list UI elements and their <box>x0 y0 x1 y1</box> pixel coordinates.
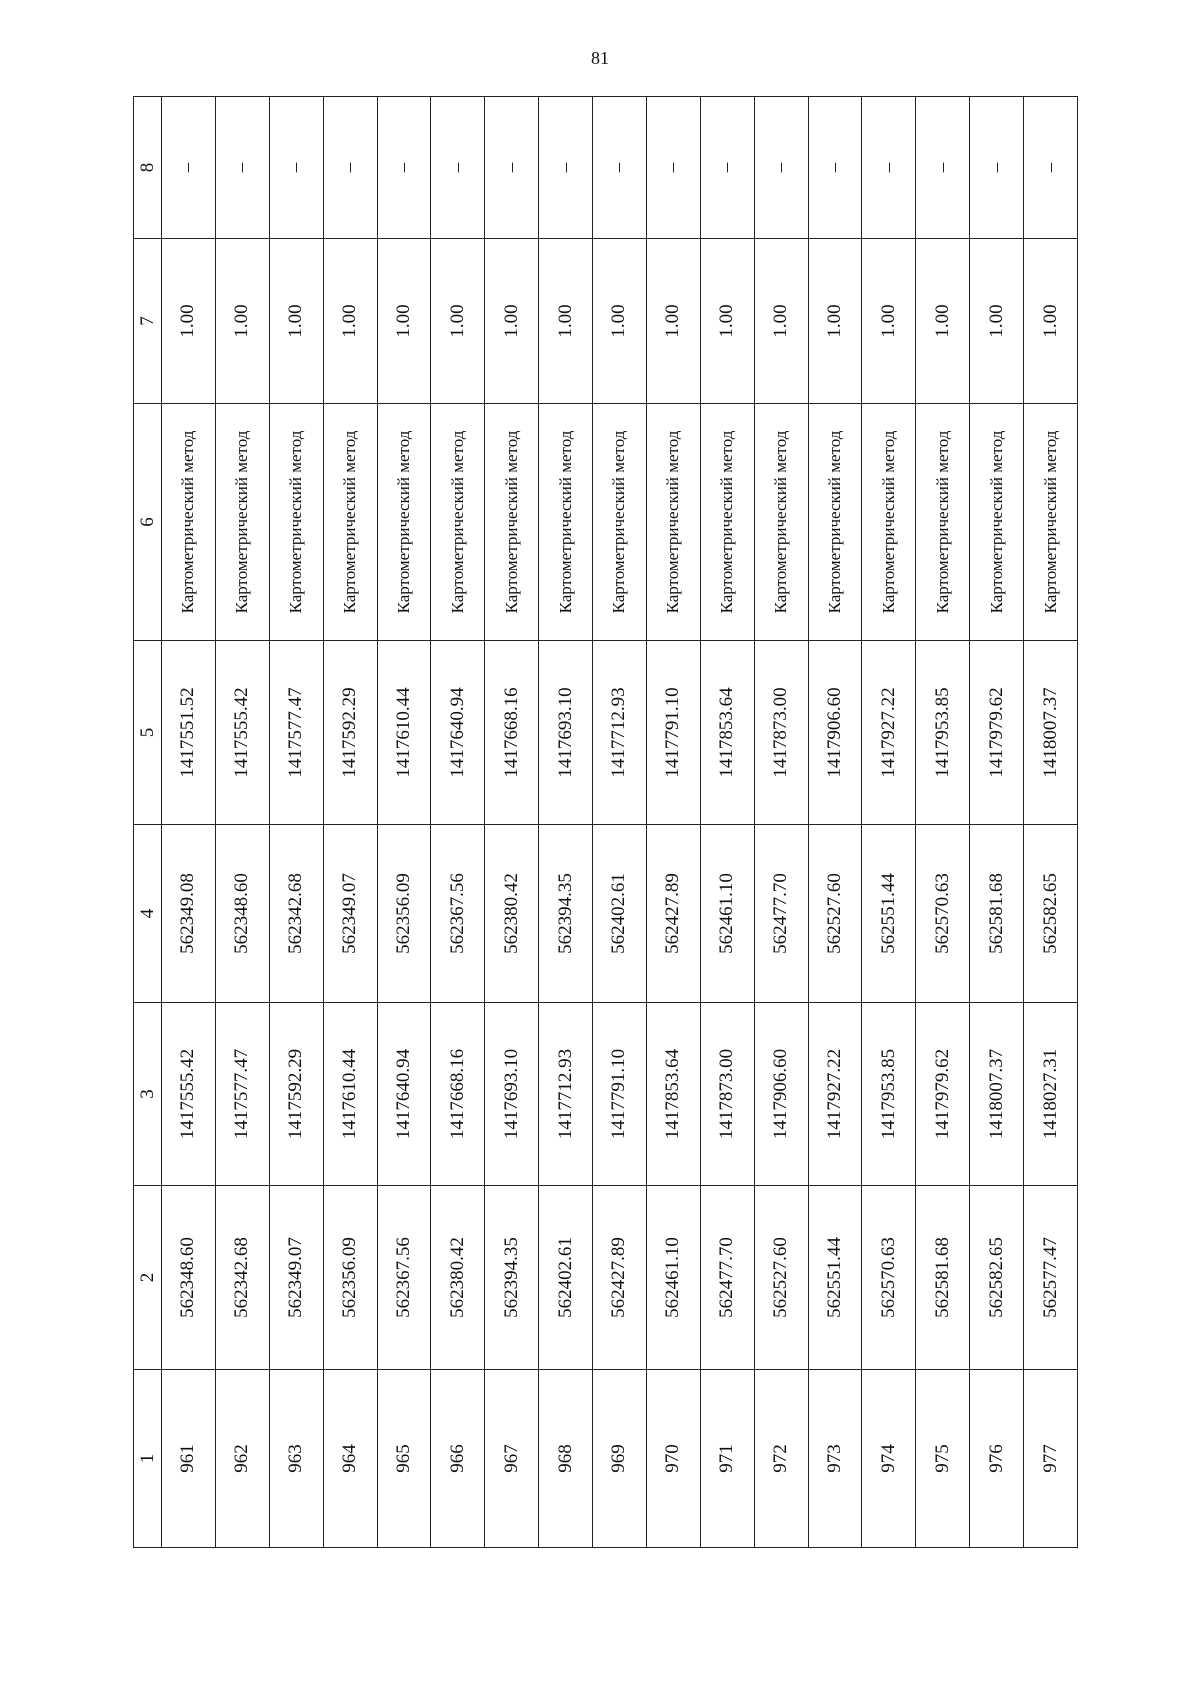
column-header: 5 <box>134 641 162 825</box>
table-row <box>808 97 862 1548</box>
x-end-cell: 562394.35 <box>539 825 593 1003</box>
method-cell: Картометрический метод <box>862 404 916 641</box>
point-number-cell: 966 <box>431 1370 485 1548</box>
x-end-cell: 562581.68 <box>970 825 1024 1003</box>
accuracy-cell: 1.00 <box>970 239 1024 404</box>
method-cell: Картометрический метод <box>970 404 1024 641</box>
column-header: 3 <box>134 1003 162 1186</box>
x-end-cell: 562380.42 <box>485 825 539 1003</box>
x-start-cell: 562427.89 <box>593 1186 647 1370</box>
point-number-cell: 971 <box>700 1370 754 1548</box>
y-start-cell: 1417712.93 <box>539 1003 593 1186</box>
note-cell: – <box>215 97 269 239</box>
y-start-cell: 1417791.10 <box>593 1003 647 1186</box>
method-cell: Картометрический метод <box>162 404 216 641</box>
method-cell: Картометрический метод <box>539 404 593 641</box>
accuracy-cell: 1.00 <box>700 239 754 404</box>
y-start-cell: 1417640.94 <box>377 1003 431 1186</box>
y-end-cell: 1417693.10 <box>539 641 593 825</box>
column-header: 4 <box>134 825 162 1003</box>
accuracy-cell: 1.00 <box>646 239 700 404</box>
point-number-cell: 969 <box>593 1370 647 1548</box>
y-end-cell: 1417668.16 <box>485 641 539 825</box>
y-start-cell: 1417577.47 <box>215 1003 269 1186</box>
column-header: 8 <box>134 97 162 239</box>
method-cell: Картометрический метод <box>593 404 647 641</box>
x-start-cell: 562367.56 <box>377 1186 431 1370</box>
x-start-cell: 562348.60 <box>162 1186 216 1370</box>
y-start-cell: 1417979.62 <box>916 1003 970 1186</box>
point-number-cell: 976 <box>970 1370 1024 1548</box>
point-number-cell: 973 <box>808 1370 862 1548</box>
x-start-cell: 562394.35 <box>485 1186 539 1370</box>
accuracy-cell: 1.00 <box>808 239 862 404</box>
method-cell: Картометрический метод <box>323 404 377 641</box>
method-cell: Картометрический метод <box>215 404 269 641</box>
table-row <box>162 97 216 1548</box>
accuracy-cell: 1.00 <box>862 239 916 404</box>
table-row <box>323 97 377 1548</box>
table-row <box>269 97 323 1548</box>
table-row <box>1024 97 1078 1548</box>
method-cell: Картометрический метод <box>431 404 485 641</box>
note-cell: – <box>162 97 216 239</box>
point-number-cell: 967 <box>485 1370 539 1548</box>
x-start-cell: 562380.42 <box>431 1186 485 1370</box>
table-row <box>539 97 593 1548</box>
y-start-cell: 1418007.37 <box>970 1003 1024 1186</box>
note-cell: – <box>916 97 970 239</box>
x-end-cell: 562349.07 <box>323 825 377 1003</box>
accuracy-cell: 1.00 <box>431 239 485 404</box>
accuracy-cell: 1.00 <box>754 239 808 404</box>
accuracy-cell: 1.00 <box>269 239 323 404</box>
y-end-cell: 1417906.60 <box>808 641 862 825</box>
y-end-cell: 1417610.44 <box>377 641 431 825</box>
y-end-cell: 1417853.64 <box>700 641 754 825</box>
method-cell: Картометрический метод <box>269 404 323 641</box>
y-start-cell: 1417873.00 <box>700 1003 754 1186</box>
accuracy-cell: 1.00 <box>377 239 431 404</box>
y-start-cell: 1417668.16 <box>431 1003 485 1186</box>
y-start-cell: 1417610.44 <box>323 1003 377 1186</box>
x-end-cell: 562527.60 <box>808 825 862 1003</box>
point-number-cell: 975 <box>916 1370 970 1548</box>
x-end-cell: 562402.61 <box>593 825 647 1003</box>
point-number-cell: 970 <box>646 1370 700 1548</box>
point-number-cell: 974 <box>862 1370 916 1548</box>
point-number-cell: 961 <box>162 1370 216 1548</box>
header-row <box>134 97 162 1548</box>
x-end-cell: 562461.10 <box>700 825 754 1003</box>
x-start-cell: 562570.63 <box>862 1186 916 1370</box>
y-start-cell: 1417906.60 <box>754 1003 808 1186</box>
point-number-cell: 964 <box>323 1370 377 1548</box>
x-end-cell: 562356.09 <box>377 825 431 1003</box>
method-cell: Картометрический метод <box>377 404 431 641</box>
y-end-cell: 1417592.29 <box>323 641 377 825</box>
accuracy-cell: 1.00 <box>593 239 647 404</box>
accuracy-cell: 1.00 <box>916 239 970 404</box>
method-cell: Картометрический метод <box>1024 404 1078 641</box>
y-end-cell: 1417791.10 <box>646 641 700 825</box>
accuracy-cell: 1.00 <box>215 239 269 404</box>
y-start-cell: 1417853.64 <box>646 1003 700 1186</box>
accuracy-cell: 1.00 <box>323 239 377 404</box>
point-number-cell: 972 <box>754 1370 808 1548</box>
x-start-cell: 562551.44 <box>808 1186 862 1370</box>
note-cell: – <box>377 97 431 239</box>
y-end-cell: 1417640.94 <box>431 641 485 825</box>
x-end-cell: 562570.63 <box>916 825 970 1003</box>
y-end-cell: 1417712.93 <box>593 641 647 825</box>
note-cell: – <box>754 97 808 239</box>
accuracy-cell: 1.00 <box>485 239 539 404</box>
x-end-cell: 562582.65 <box>1024 825 1078 1003</box>
y-end-cell: 1417551.52 <box>162 641 216 825</box>
note-cell: – <box>808 97 862 239</box>
x-start-cell: 562356.09 <box>323 1186 377 1370</box>
x-start-cell: 562581.68 <box>916 1186 970 1370</box>
x-start-cell: 562527.60 <box>754 1186 808 1370</box>
point-number-cell: 962 <box>215 1370 269 1548</box>
table-row <box>485 97 539 1548</box>
x-start-cell: 562577.47 <box>1024 1186 1078 1370</box>
y-end-cell: 1417873.00 <box>754 641 808 825</box>
table-row <box>377 97 431 1548</box>
column-header: 1 <box>134 1370 162 1548</box>
table-row <box>916 97 970 1548</box>
note-cell: – <box>539 97 593 239</box>
table-row <box>646 97 700 1548</box>
note-cell: – <box>646 97 700 239</box>
note-cell: – <box>485 97 539 239</box>
x-start-cell: 562342.68 <box>215 1186 269 1370</box>
x-end-cell: 562342.68 <box>269 825 323 1003</box>
table-row <box>970 97 1024 1548</box>
method-cell: Картометрический метод <box>916 404 970 641</box>
table-row <box>593 97 647 1548</box>
y-start-cell: 1418027.31 <box>1024 1003 1078 1186</box>
table-row <box>700 97 754 1548</box>
table-row <box>862 97 916 1548</box>
y-start-cell: 1417592.29 <box>269 1003 323 1186</box>
coordinates-table-container <box>133 97 1078 1548</box>
method-cell: Картометрический метод <box>646 404 700 641</box>
x-start-cell: 562461.10 <box>646 1186 700 1370</box>
y-end-cell: 1417953.85 <box>916 641 970 825</box>
x-end-cell: 562367.56 <box>431 825 485 1003</box>
accuracy-cell: 1.00 <box>162 239 216 404</box>
y-start-cell: 1417693.10 <box>485 1003 539 1186</box>
table-body <box>134 97 1078 1548</box>
x-end-cell: 562427.89 <box>646 825 700 1003</box>
note-cell: – <box>323 97 377 239</box>
point-number-cell: 963 <box>269 1370 323 1548</box>
x-start-cell: 562349.07 <box>269 1186 323 1370</box>
x-start-cell: 562477.70 <box>700 1186 754 1370</box>
note-cell: – <box>269 97 323 239</box>
point-number-cell: 977 <box>1024 1370 1078 1548</box>
method-cell: Картометрический метод <box>485 404 539 641</box>
note-cell: – <box>1024 97 1078 239</box>
x-end-cell: 562477.70 <box>754 825 808 1003</box>
note-cell: – <box>862 97 916 239</box>
point-number-cell: 965 <box>377 1370 431 1548</box>
x-start-cell: 562582.65 <box>970 1186 1024 1370</box>
y-end-cell: 1417927.22 <box>862 641 916 825</box>
y-start-cell: 1417555.42 <box>162 1003 216 1186</box>
y-end-cell: 1418007.37 <box>1024 641 1078 825</box>
y-end-cell: 1417979.62 <box>970 641 1024 825</box>
table-row <box>431 97 485 1548</box>
accuracy-cell: 1.00 <box>1024 239 1078 404</box>
table-row <box>215 97 269 1548</box>
column-header: 6 <box>134 404 162 641</box>
note-cell: – <box>700 97 754 239</box>
y-end-cell: 1417577.47 <box>269 641 323 825</box>
y-start-cell: 1417953.85 <box>862 1003 916 1186</box>
y-start-cell: 1417927.22 <box>808 1003 862 1186</box>
note-cell: – <box>431 97 485 239</box>
column-header: 2 <box>134 1186 162 1370</box>
column-header: 7 <box>134 239 162 404</box>
y-end-cell: 1417555.42 <box>215 641 269 825</box>
coordinates-table <box>133 96 1078 1548</box>
note-cell: – <box>970 97 1024 239</box>
note-cell: – <box>593 97 647 239</box>
x-end-cell: 562551.44 <box>862 825 916 1003</box>
rotated-table-frame <box>133 97 1078 1548</box>
method-cell: Картометрический метод <box>700 404 754 641</box>
table-row <box>754 97 808 1548</box>
x-end-cell: 562348.60 <box>215 825 269 1003</box>
accuracy-cell: 1.00 <box>539 239 593 404</box>
method-cell: Картометрический метод <box>808 404 862 641</box>
page-number: 81 <box>591 48 609 68</box>
x-end-cell: 562349.08 <box>162 825 216 1003</box>
x-start-cell: 562402.61 <box>539 1186 593 1370</box>
method-cell: Картометрический метод <box>754 404 808 641</box>
point-number-cell: 968 <box>539 1370 593 1548</box>
